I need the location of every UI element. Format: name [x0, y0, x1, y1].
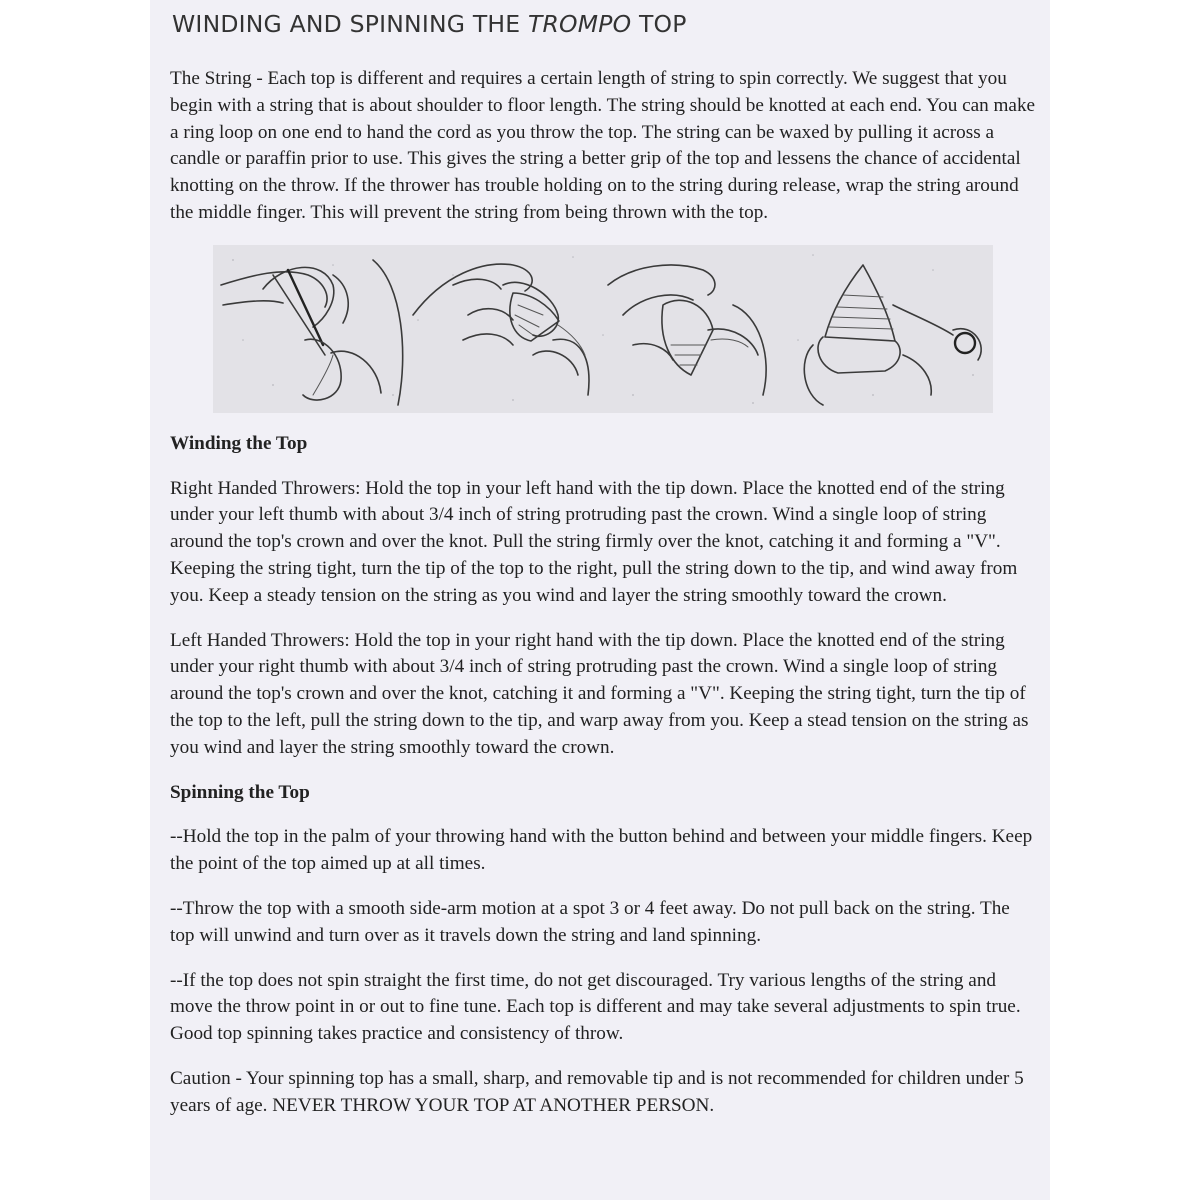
spinning-step: --If the top does not spin straight the first time, do not get discouraged. Try various lengths of the string and move the throw point in or out to fine tune. Each top is different and may take several adjustments to spin true. Good top spinning takes practice and consistency of throw. — [170, 969, 1021, 1045]
title-suffix: TOP — [631, 10, 687, 38]
title-emphasis: TROMPO — [527, 10, 632, 38]
title-prefix: WINDING AND SPINNING THE — [172, 10, 528, 38]
left-handed-instructions: Left Handed Throwers: Hold the top in your right hand with the tip down. Place the knotted end of the string under your right thumb with about 3/4 inch of string protruding past the crown. Wind a single loop of string around the top's crown and over the knot, catching it and forming a "V". Keeping the string tight, turn the tip of the top to the left, pull the string down to the tip, and warp away from you. Keep a stead tension on the string as you wind and layer the string smoothly toward the crown. — [170, 629, 1029, 758]
caution-notice: Caution - Your spinning top has a small, sharp, and removable tip and is not recommended for children under 5 years of age. NEVER THROW YOUR TOP AT ANOTHER PERSON. — [170, 1067, 1024, 1116]
winding-heading: Winding the Top — [170, 432, 308, 454]
winding-steps-illustration — [213, 245, 993, 413]
instruction-sheet — [150, 0, 1050, 1200]
spinning-step: --Throw the top with a smooth side-arm motion at a spot 3 or 4 feet away. Do not pull back on the string. The top will unwind and turn over as it travels down the string and land spinning. — [170, 897, 1010, 946]
spinning-heading: Spinning the Top — [170, 781, 310, 803]
intro-paragraph: The String - Each top is different and requires a certain length of string to spin correctly. We suggest that you begin with a string that is about shoulder to floor length. The string should be knotted at each end. You can make a ring loop on one end to hand the cord as you throw the top. The string can be waxed by pulling it across a candle or paraffin prior to use. This gives the string a better grip of the top and lessens the chance of accidental knotting on the throw. If the thrower has trouble holding on to the string during release, wrap the string around the middle finger. This will prevent the string from being thrown with the top. — [170, 68, 1036, 223]
right-handed-instructions: Right Handed Throwers: Hold the top in your left hand with the tip down. Place the knotted end of the string under your left thumb with about 3/4 inch of string protruding past the crown. Wind a single loop of string around the top's crown and over the knot. Pull the string firmly over the knot, catching it and forming a "V". Keeping the string tight, turn the tip of the top to the right, pull the string down to the tip, and wind away from you. Keep a steady tension on the string as you wind and layer the string smoothly toward the crown. — [170, 477, 1018, 606]
page-title — [172, 10, 1036, 38]
spinning-step: --Hold the top in the palm of your throwing hand with the button behind and between your middle fingers. Keep the point of the top aimed up at all times. — [170, 826, 1033, 875]
